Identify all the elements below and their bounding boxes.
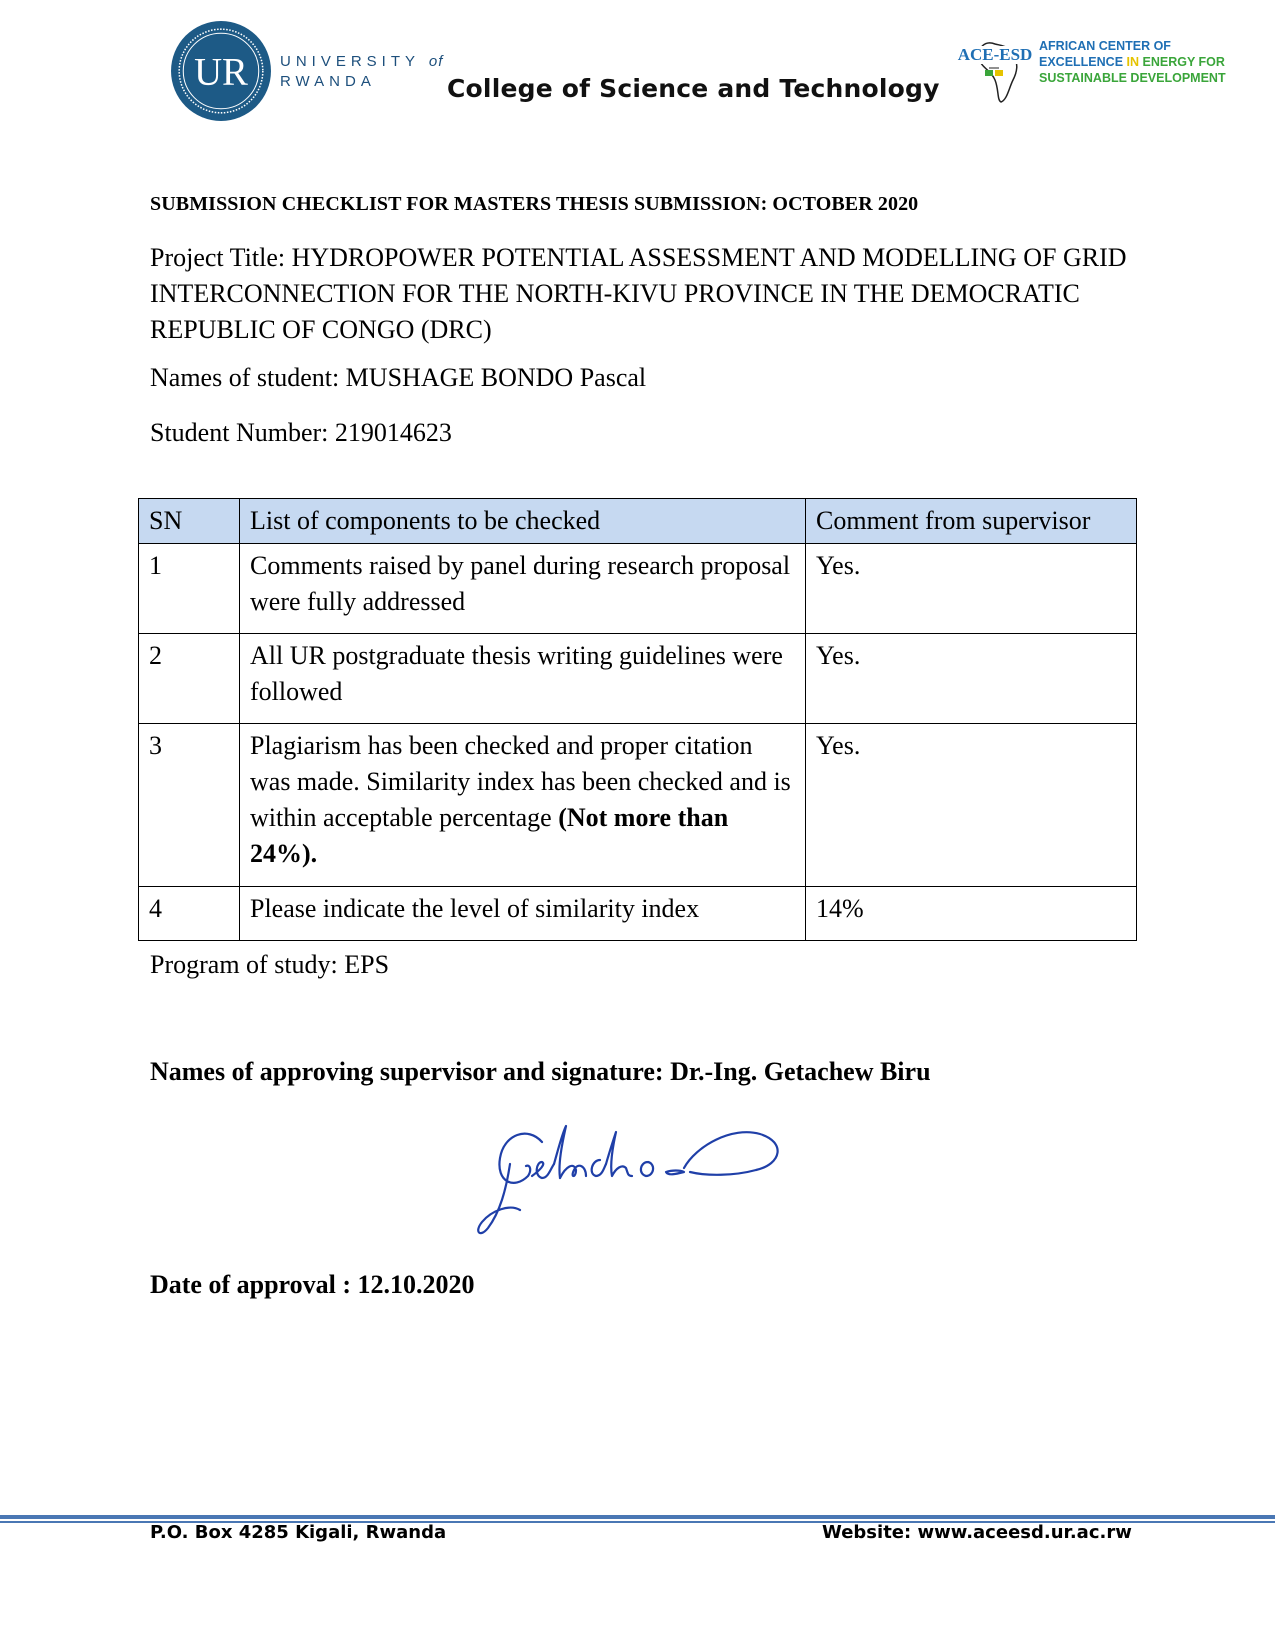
row-item-bold: (Not more than 24%). [250, 803, 729, 868]
approval-date: Date of approval : 12.10.2020 [150, 1270, 475, 1299]
table-row [139, 544, 1137, 634]
row-item-cell [240, 724, 806, 887]
row-item: All UR postgraduate thesis writing guidelines were followed [240, 634, 806, 724]
ace-line2-a: EXCELLENCE [1039, 55, 1127, 69]
row-sn: 4 [139, 887, 240, 941]
row-sn: 1 [139, 544, 240, 634]
footer-divider [0, 1515, 1275, 1519]
table-row [139, 724, 1137, 887]
row-sn: 3 [139, 724, 240, 887]
table-row [139, 634, 1137, 724]
header-comment: Comment from supervisor [806, 499, 1137, 544]
row-sn: 2 [139, 634, 240, 724]
ace-logo-text: ACE-ESD [957, 45, 1033, 64]
university-name [280, 52, 443, 92]
program-of-study: Program of study: EPS [150, 950, 390, 979]
ace-esd-logo [955, 30, 1035, 106]
row-comment: 14% [806, 887, 1137, 941]
supervisor-name: Names of approving supervisor and signature: Dr.-Ing. Getachew Biru [150, 1057, 931, 1086]
row-item: Plagiarism has been checked and proper citation was made. Similarity index has been checked and is within acceptable percentage [250, 731, 791, 832]
table-row [139, 887, 1137, 941]
student-number: Student Number: 219014623 [150, 418, 452, 447]
row-comment: Yes. [806, 724, 1137, 887]
student-name: Names of student: MUSHAGE BONDO Pascal [150, 363, 647, 392]
ace-line3: SUSTAINABLE DEVELOPMENT [1039, 71, 1226, 85]
ace-line2-b: IN [1126, 55, 1140, 69]
college-name: College of Science and Technology [447, 74, 940, 103]
ur-logo-letters: UR [194, 50, 248, 94]
row-item: Comments raised by panel during research proposal were fully addressed [240, 544, 806, 634]
ace-esd-name [1039, 38, 1226, 86]
header-components: List of components to be checked [240, 499, 806, 544]
university-of: of [428, 53, 444, 70]
ace-line1: AFRICAN CENTER OF [1039, 39, 1171, 53]
ace-line2-c: ENERGY FOR [1139, 55, 1225, 69]
table-header-row [139, 499, 1137, 544]
supervisor-signature [470, 1120, 800, 1240]
row-item: Please indicate the level of similarity index [240, 887, 806, 941]
document-heading: SUBMISSION CHECKLIST FOR MASTERS THESIS SUBMISSION: OCTOBER 2020 [150, 193, 919, 215]
header-sn: SN [139, 499, 240, 544]
row-comment: Yes. [806, 634, 1137, 724]
university-line2: RWANDA [280, 73, 376, 90]
row-comment: Yes. [806, 544, 1137, 634]
project-title: Project Title: HYDROPOWER POTENTIAL ASSESSMENT AND MODELLING OF GRID INTERCONNECTION FOR THE NORTH-KIVU PROVINCE IN THE DEMOCRATIC REPUBLIC OF CONGO (DRC) [150, 243, 1127, 344]
checklist-table [138, 498, 1137, 941]
university-line1: UNIVERSITY [280, 53, 420, 70]
footer-address: P.O. Box 4285 Kigali, Rwanda [150, 1522, 447, 1543]
footer-website: Website: www.aceesd.ur.ac.rw [822, 1522, 1132, 1543]
university-of-rwanda-logo [170, 20, 272, 122]
